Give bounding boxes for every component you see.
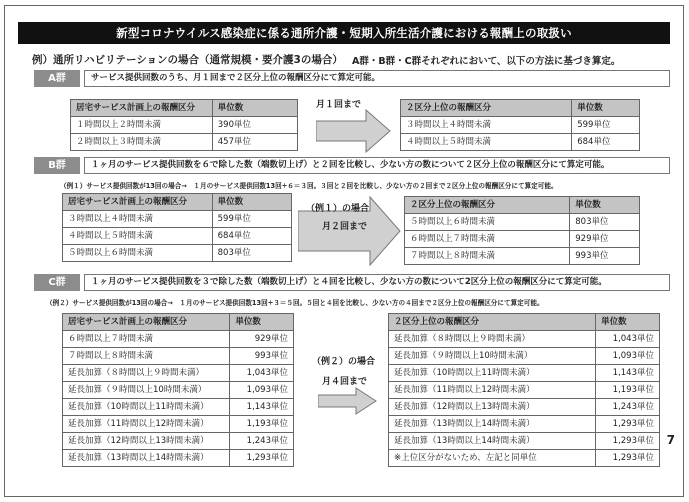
table-header: 単位数 bbox=[596, 314, 660, 331]
table-header: ２区分上位の報酬区分 bbox=[401, 100, 572, 117]
table-row: ３時間以上４時間未満 599単位 bbox=[63, 211, 292, 228]
table-row: 延長加算（８時間以上９時間未満） 1,043単位 bbox=[389, 331, 660, 348]
table-row: ※上位区分がないため、左記と同単位 1,293単位 bbox=[389, 450, 660, 467]
table-row: 延長加算（10時間以上11時間未満） 1,143単位 bbox=[389, 365, 660, 382]
group-c-arrow-label-1: （例２）の場合 bbox=[312, 357, 376, 367]
group-c-right-table bbox=[388, 313, 660, 467]
group-a-arrow-icon bbox=[316, 108, 392, 154]
table-row: ４時間以上５時間未満 684単位 bbox=[401, 134, 640, 151]
group-c-badge: C群 bbox=[34, 274, 80, 291]
group-a-desc: サービス提供回数のうち、月１回まで２区分上位の報酬区分にて算定可能。 bbox=[84, 70, 670, 87]
table-row: 延長加算（９時間以上10時間未満） 1,093単位 bbox=[63, 382, 294, 399]
group-a-badge: A群 bbox=[34, 70, 80, 87]
group-b-right-table bbox=[404, 196, 640, 265]
table-row: 延長加算（13時間以上14時間未満） 1,293単位 bbox=[389, 416, 660, 433]
group-b-arrow-label-1: （例１）の場合 bbox=[306, 204, 370, 214]
table-row: ７時間以上８時間未満 993単位 bbox=[63, 348, 294, 365]
subtitle: 例）通所リハビリテーションの場合（通常規模・要介護3の場合） bbox=[32, 54, 343, 66]
group-b-left-table bbox=[62, 193, 292, 262]
group-c-note: （例２）サービス提供回数が13回の場合→ １月のサービス提供回数13回÷３＝５回。５回と４回を比較し、少ない方の４回まで２区分上位の報酬区分にて算定可能。 bbox=[46, 299, 544, 307]
group-c-left-table bbox=[62, 313, 294, 467]
group-b-note: （例１）サービス提供回数が13回の場合→ １月のサービス提供回数13回÷６＝３回。３回と２回を比較し、少ない方の２回まで２区分上位の報酬区分にて算定可能。 bbox=[60, 182, 558, 190]
table-header: 居宅サービス計画上の報酬区分 bbox=[71, 100, 213, 117]
table-row: ５時間以上６時間未満 803単位 bbox=[405, 214, 640, 231]
table-row: ４時間以上５時間未満 684単位 bbox=[63, 228, 292, 245]
table-row: ３時間以上４時間未満 599単位 bbox=[401, 117, 640, 134]
table-row: 延長加算（12時間以上13時間未満） 1,243単位 bbox=[63, 433, 294, 450]
table-header: ２区分上位の報酬区分 bbox=[389, 314, 596, 331]
table-row: １時間以上２時間未満 390単位 bbox=[71, 117, 298, 134]
group-b-desc: １ヶ月のサービス提供回数を６で除した数（端数切上げ）と２回を比較し、少ない方の数について２区分上位の報酬区分にて算定可能。 bbox=[84, 157, 670, 174]
table-header: 単位数 bbox=[570, 197, 640, 214]
table-row: 延長加算（13時間以上14時間未満） 1,293単位 bbox=[63, 450, 294, 467]
table-header: 居宅サービス計画上の報酬区分 bbox=[63, 314, 230, 331]
page-title: 新型コロナウイルス感染症に係る通所介護・短期入所生活介護における報酬上の取扱い bbox=[18, 22, 670, 44]
group-c-arrow-icon bbox=[318, 386, 378, 416]
table-row: 延長加算（10時間以上11時間未満） 1,143単位 bbox=[63, 399, 294, 416]
group-c-desc: １ヶ月のサービス提供回数を３で除した数（端数切上げ）と４回を比較し、少ない方の数について2区分上位の報酬区分にて算定可能。 bbox=[84, 274, 670, 291]
page-number: 7 bbox=[666, 433, 675, 447]
group-a-arrow-label: 月１回まで bbox=[316, 100, 362, 110]
table-row: ７時間以上８時間未満 993単位 bbox=[405, 248, 640, 265]
table-header: 居宅サービス計画上の報酬区分 bbox=[63, 194, 213, 211]
table-row: 延長加算（11時間以上12時間未満） 1,193単位 bbox=[63, 416, 294, 433]
table-header: 単位数 bbox=[212, 194, 291, 211]
table-row: 延長加算（11時間以上12時間未満） 1,193単位 bbox=[389, 382, 660, 399]
table-row: ６時間以上７時間未満 929単位 bbox=[405, 231, 640, 248]
subtitle-right: A群・B群・C群それぞれにおいて、以下の方法に基づき算定。 bbox=[352, 56, 621, 67]
group-c-arrow-label-2: 月４回まで bbox=[322, 377, 368, 387]
table-header: 単位数 bbox=[212, 100, 297, 117]
table-row: 延長加算（13時間以上14時間未満） 1,293単位 bbox=[389, 433, 660, 450]
group-a-left-table bbox=[70, 99, 298, 151]
group-b-badge: B群 bbox=[34, 157, 80, 174]
group-a-right-table bbox=[400, 99, 640, 151]
table-row: ５時間以上６時間未満 803単位 bbox=[63, 245, 292, 262]
group-b-arrow-label-2: 月２回まで bbox=[322, 222, 368, 232]
table-header: 単位数 bbox=[572, 100, 640, 117]
table-row: 延長加算（12時間以上13時間未満） 1,243単位 bbox=[389, 399, 660, 416]
table-row: 延長加算（８時間以上９時間未満） 1,043単位 bbox=[63, 365, 294, 382]
table-header: 単位数 bbox=[230, 314, 294, 331]
table-row: ６時間以上７時間未満 929単位 bbox=[63, 331, 294, 348]
table-row: ２時間以上３時間未満 457単位 bbox=[71, 134, 298, 151]
table-row: 延長加算（９時間以上10時間未満） 1,093単位 bbox=[389, 348, 660, 365]
table-header: ２区分上位の報酬区分 bbox=[405, 197, 570, 214]
